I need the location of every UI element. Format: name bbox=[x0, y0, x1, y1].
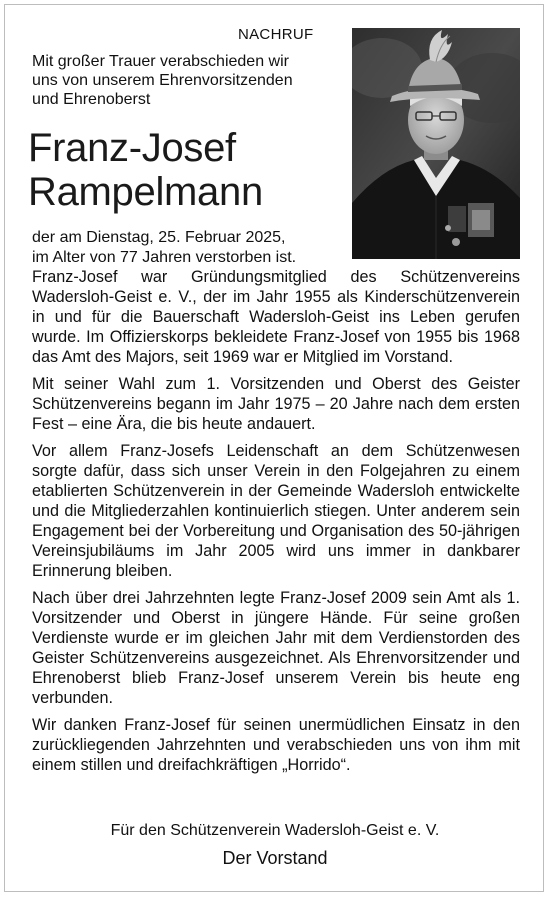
deceased-first-name: Franz-Josef bbox=[28, 126, 236, 170]
portrait-photo bbox=[352, 28, 520, 259]
death-notice-line: der am Dienstag, 25. Februar 2025, bbox=[32, 229, 286, 246]
body-paragraph: Wir danken Franz-Josef für seinen unermüdlichen Einsatz in den zurückliegenden Jahrzehnten und verabschieden uns von ihm mit einem stillen und dreifachkräftigen „Horrido“. bbox=[32, 716, 520, 774]
intro-line: uns von unserem Ehrenvorsitzenden bbox=[32, 72, 293, 89]
deceased-last-name: Rampelmann bbox=[28, 170, 263, 214]
intro-line: Mit großer Trauer verabschieden wir bbox=[32, 53, 289, 70]
death-notice bbox=[32, 228, 296, 268]
notice-type-label: NACHRUF bbox=[238, 26, 314, 43]
signature-board: Der Vorstand bbox=[222, 848, 328, 868]
notice-body bbox=[32, 267, 520, 782]
body-paragraph: Franz-Josef war Gründungsmitglied des Schützenvereins Wadersloh-Geist e. V., der im Jahr 1955 als Kinderschützenverein in und für die Bauerschaft Wadersloh-Geist ins Leben gerufen wurde. Im Offizierskorps bekleidete Franz-Josef von 1955 bis 1968 das Amt des Majors, seit 1969 war er Mitglied im Vorstand. bbox=[32, 268, 520, 366]
body-paragraph: Mit seiner Wahl zum 1. Vorsitzenden und Oberst des Geister Schützenvereins begann im Jahr 1975 – 20 Jahre nach dem ersten Fest – eine Ära, die bis heute andauert. bbox=[32, 375, 520, 433]
intro-text bbox=[32, 52, 342, 109]
body-paragraph: Nach über drei Jahrzehnten legte Franz-Josef 2009 sein Amt als 1. Vorsitzender und Oberst in jüngere Hände. Für seine großen Verdienste wurde er im gleichen Jahr mit dem Verdienstorden des Geister Schützenvereins ausgezeichnet. Als Ehrenvorsitzender und Ehrenoberst blieb Franz-Josef unserem Verein bis heute eng verbunden. bbox=[32, 589, 520, 707]
body-paragraph: Vor allem Franz-Josefs Leidenschaft an dem Schützenwesen sorgte dafür, dass sich unser Verein in den Folgejahren zu einem etablierten Schützenverein in der Gemeinde Wadersloh entwickelte und die Mitgliederzahlen kontinuierlich stiegen. Unter anderem sein Engagement bei der Vorbereitung und Organisation des 50-jährigen Vereinsjubiläums im Jahr 2005 wird uns immer in dankbarer Erinnerung bleiben. bbox=[32, 442, 520, 580]
signature-organization: Für den Schützenverein Wadersloh-Geist e. V. bbox=[110, 822, 440, 839]
intro-line: und Ehrenoberst bbox=[32, 91, 151, 108]
deceased-name bbox=[28, 126, 263, 214]
death-notice-line: im Alter von 77 Jahren verstorben ist. bbox=[32, 249, 297, 266]
